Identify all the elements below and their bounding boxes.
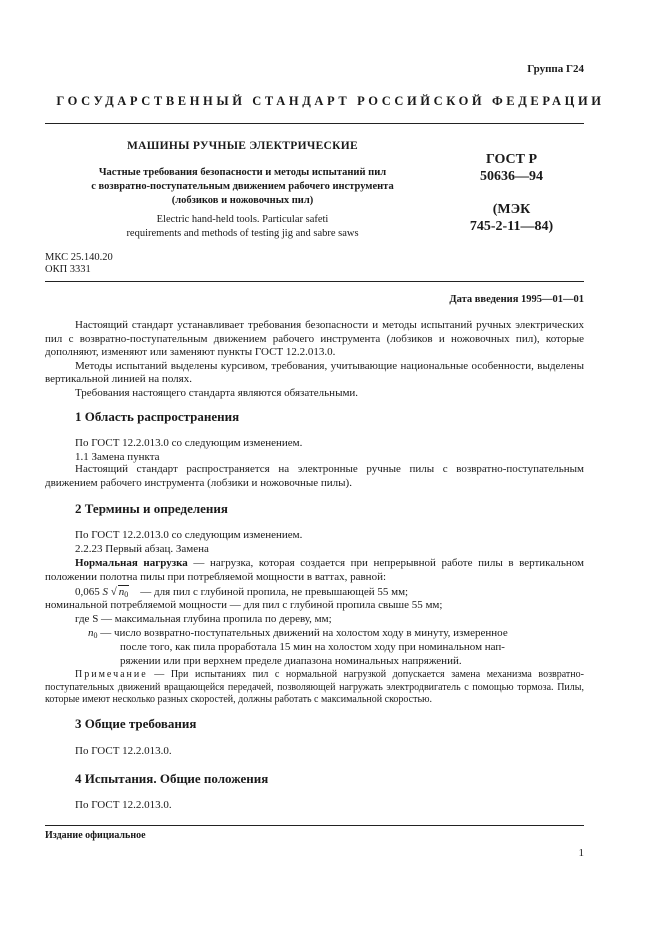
- page-number: 1: [578, 847, 584, 859]
- s1-line-2: 1.1 Замена пункта: [75, 451, 160, 463]
- middle-rule: [45, 281, 584, 282]
- requirements-title: Частные требования безопасности и методы испытаний пил с возвратно-поступательным движением рабочего инструмента (лобзиков и ножовочных пил): [91, 167, 394, 206]
- n0-definition-line-2: после того, как пила проработала 15 мин на холостом ходу при номинальном нап-: [120, 641, 505, 653]
- section-3-heading: 3 Общие требования: [75, 716, 197, 731]
- okp-code: ОКП 3331: [45, 264, 91, 275]
- english-title: Electric hand-held tools. Particular safeti requirements and methods of testing jig and sabre saws: [126, 214, 359, 239]
- classification-codes: [45, 252, 113, 276]
- n0-definition-line-3: ряжении или при верхнем пределе диапазона номинальных напряжений.: [120, 655, 462, 667]
- document-title: МАШИНЫ РУЧНЫЕ ЭЛЕКТРИЧЕСКИЕ: [126, 140, 358, 152]
- s2-line-1: По ГОСТ 12.2.013.0 со следующим изменением.: [75, 529, 303, 541]
- s2-line-2: 2.2.23 Первый абзац. Замена: [75, 543, 209, 555]
- s3-line-1: По ГОСТ 12.2.013.0.: [75, 745, 172, 757]
- bottom-rule: [45, 825, 584, 826]
- s4-line-1: По ГОСТ 12.2.013.0.: [75, 799, 172, 811]
- edition-label: Издание официальное: [45, 830, 146, 841]
- group-code: Группа Г24: [527, 63, 584, 75]
- normal-load-definition: Нормальная нагрузка — нагрузка, которая создается при непрерывной работе пилы в вертикальном положении полотна пилы при потребляемой мощности в ваттах, равной:: [45, 557, 584, 583]
- note-paragraph: Примечание — При испытаниях пил с нормальной нагрузкой допускается замена механизма возвратно-поступательных движений вращающейся передачей, позволяющей нагружать электродвигатель с помощью тормоза. Пилы, которые имеют несколько разных скоростей, должны работать с максимальной скоростью.: [45, 669, 584, 705]
- top-rule: [45, 123, 584, 124]
- intro-date: Дата введения 1995—01—01: [449, 294, 584, 305]
- sqrt-icon: √: [110, 586, 117, 598]
- mks-code: МКС 25.140.20: [45, 252, 113, 263]
- iec-number: (МЭК 745-2-11—84): [469, 202, 554, 234]
- gost-number: ГОСТ Р 50636—94: [480, 152, 543, 184]
- nominal-power-line: номинальной потребляемой мощности — для пил с глубиной пропила свыше 55 мм;: [45, 599, 443, 611]
- formula-line: 0,065 S √ $n_0$ — для пил с глубиной пропила, не превышающей 55 мм;: [75, 586, 409, 599]
- intro-paragraphs: Настоящий стандарт устанавливает требования безопасности и методы испытаний ручных электрических пил с возвратно-поступательным движением рабочего инструмента (лобзиков и ножовочных пил), которые дополняют, изменяют или заменяют пункты ГОСТ 12.2.013.0. Методы испытаний выделены курсивом, требования, учитывающие национальные особенности, выделены вертикальной линией на полях. Требования настоящего стандарта являются обязательными.: [45, 319, 584, 399]
- section-2-heading: 2 Термины и определения: [75, 501, 228, 516]
- state-standard-title: ГОСУДАРСТВЕННЫЙ СТАНДАРТ РОССИЙСКОЙ ФЕДЕРАЦИИ: [56, 94, 605, 108]
- where-line: где S — максимальная глубина пропила по дереву, мм;: [75, 613, 332, 625]
- n0-definition-line-1: $n_0$ — число возвратно-поступательных движений на холостом ходу в минуту, измеренное: [88, 627, 508, 640]
- s1-line-1: По ГОСТ 12.2.013.0 со следующим изменением.: [75, 437, 303, 449]
- section-1-heading: 1 Область распространения: [75, 409, 240, 424]
- s1-paragraph: Настоящий стандарт распространяется на электронные ручные пилы с возвратно-поступательным движением рабочего инструмента (лобзики и ножовочные пилы).: [45, 463, 584, 489]
- section-4-heading: 4 Испытания. Общие положения: [75, 771, 269, 786]
